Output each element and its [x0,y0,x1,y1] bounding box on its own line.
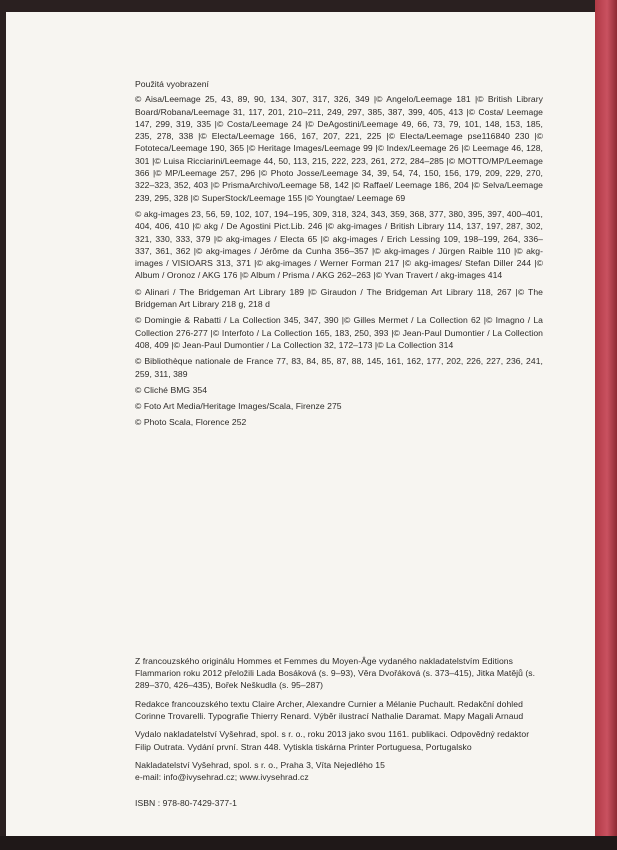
isbn: ISBN : 978-80-7429-377-1 [135,798,238,809]
credits-paragraph-bridgeman: © Alinari / The Bridgeman Art Library 189 |© Giraudon / The Bridgeman Art Library 118, 267 |© The Bridgeman Art Library 218 g, 218 d [135,286,543,310]
credits-paragraph-bnf: © Bibliothèque nationale de France 77, 83, 84, 85, 87, 88, 145, 161, 162, 177, 202, 226, 227, 236, 241, 259, 311, 389 [135,356,543,379]
publisher-address: Nakladatelství Vyšehrad, spol. s r. o., Praha 3, Víta Nejedlého 15 [135,759,385,770]
left-edge-shadow [0,0,6,850]
translation-credits: Z francouzského originálu Hommes et Femmes du Moyen-Âge vydaného nakladatelstvím Editions Flammarion roku 2012 přeložili Lada Bosáková (s. 9–93), Věra Dvořáková (s. 373–415), Jitka Matějů (s. 289–370, 426–435), Bořek Neškudla (s. 95–287) [135,655,536,691]
credits-paragraph-scala: © Photo Scala, Florence 252 [135,417,247,428]
book-cover-edge [595,0,617,850]
credits-paragraph-foto-art: © Foto Art Media/Heritage Images/Scala, Firenze 275 [135,401,342,412]
publisher-contact [135,759,543,784]
credits-heading: Použitá vyobrazení [135,79,209,89]
credits-paragraph-leemage: © Aisa/Leemage 25, 43, 89, 90, 134, 307, 317, 326, 349 |© Angelo/Leemage 181 |© British Library Board/Robana/Leemage 31, 117, 201, 210–211, 249, 297, 385, 387, 399, 405, 413 |© Costa/ Leemage 147, 299, 319, 335 |© Costa/Leemage 24 |© DeAgostini/Leemage 49, 66, 73, 79, 101, 148, 153, 185, 235, 278, 338 |© Electa/Leemage 166, 167, 207, 221, 225 |© Electa/Leemage pse116840 230 |© Fototeca/Leemage 190, 365 |© Heritage Images/Leemage 99 |© Index/Leemage 26 |© Leemage 46, 128, 301 |© Luisa Ricciarini/Leemage 44, 50, 113, 215, 222, 223, 261, 272, 284–285 |© MOTTO/MP/Leemage 366 |© MP/Leemage 257, 296 |© Photo Josse/Leemage 34, 39, 54, 74, 150, 156, 179, 209, 229, 270, 322–323, 352, 403 |© PrismaArchivo/Leemage 58, 142 |© Raffael/ Leemage 186, 204 |© Selva/Leemage 239, 295, 328 |© SuperStock/Leemage 155 |© Youngtae/ Leemage 69 [135,94,543,203]
editorial-credits: Redakce francouzského textu Claire Archer, Alexandre Curnier a Mélanie Puchault. Redakční dohled Corinne Trovarelli. Typografie Thierry Renard. Výběr ilustrací Nathalie Daramat. Mapy Magali Arnaud [135,698,524,721]
publication-info: Vydalo nakladatelství Vyšehrad, spol. s r. o., roku 2013 jako svou 1161. publikaci. Odpovědný redaktor Filip Outrata. Vydání první. Stran 448. Vytiskla tiskárna Printer Portuguesa, Portugalsko [135,729,530,752]
bottom-edge-shadow [0,836,617,850]
credits-paragraph-bmg: © Cliché BMG 354 [135,384,208,395]
blank-space [135,433,543,655]
colophon [135,655,543,810]
publisher-email-web: e-mail: info@ivysehrad.cz; www.ivysehrad.cz [135,772,309,783]
credits-paragraph-la-collection: © Domingie & Rabatti / La Collection 345, 347, 390 |© Gilles Mermet / La Collection 62 |© Imagno / La Collection 276-277 |© Interfoto / La Collection 165, 183, 250, 393 |© Jean-Paul Dumontier / La Collection 408, 409 |© Jean-Paul Dumontier / La Collection 32, 172–173 |© La Collection 314 [135,315,543,350]
top-edge-shadow [0,0,617,12]
credits-paragraph-akg: © akg-images 23, 56, 59, 102, 107, 194–195, 309, 318, 324, 343, 359, 368, 377, 380, 395, 397, 400–401, 404, 406, 410 |© akg / De Agostini Pict.Lib. 246 |© akg-images / British Library 114, 137, 197, 287, 302, 321, 330, 333, 379 |© akg-images / Electa 65 |© akg-images / Erich Lessing 109, 198–199, 264, 336–337, 361, 362 |© akg-images / Jérôme da Cunha 356–357 |© akg-images / Jürgen Raible 110 |© akg-images / VISIOARS 313, 371 |© akg-images / Werner Forman 217 |© akg-images/ Stefan Diller 244 |© Album / Oronoz / AKG 176 |© Album / Prisma / AKG 262–263 |© Yvan Travert / akg-images 414 [135,208,543,281]
page-content [135,78,543,810]
